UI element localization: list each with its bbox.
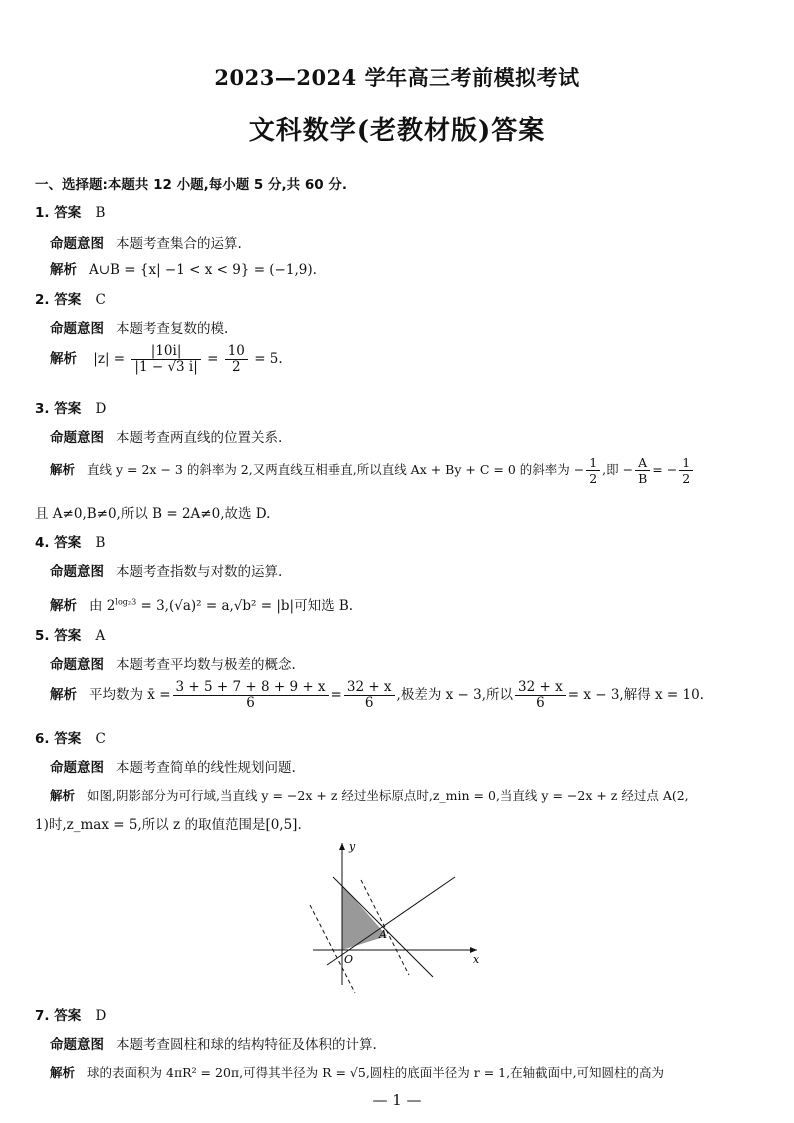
- q2-answer: C: [95, 292, 106, 308]
- q5-f-den: 6: [246, 695, 255, 711]
- q3-a1: 直线 y = 2x − 3 的斜率为 2,又两直线互相垂直,所以直线 Ax + By + C = 0 的斜率为 −: [87, 462, 585, 477]
- q4-intent: 本题考查指数与对数的运算.: [116, 564, 283, 580]
- q4-answer: B: [95, 535, 106, 551]
- q3-intent-line: [50, 426, 282, 446]
- q2-a-post: = 5.: [254, 351, 283, 367]
- q5-fraction-2: [344, 680, 395, 711]
- q3-fraction-1: [586, 455, 600, 486]
- q5-f-num: 3 + 5 + 7 + 8 + 9 + x: [173, 680, 329, 696]
- q5-analysis-label: 解析: [50, 687, 77, 703]
- q6-feasible-region-figure: [305, 835, 485, 995]
- q5-a-mid: ,极差为 x − 3,所以: [396, 687, 514, 703]
- q3-head: 3. 答案: [35, 401, 82, 417]
- q5-head: 5. 答案: [35, 628, 82, 644]
- q1-intent-label: 命题意图: [50, 236, 104, 252]
- q3-intent: 本题考查两直线的位置关系.: [116, 430, 283, 446]
- q3-a3: = −: [652, 462, 678, 477]
- q3-h-num: 1: [679, 455, 693, 471]
- q7-analysis: 球的表面积为 4πR² = 20π,可得其半径为 R = √5,圆柱的底面半径为 r = 1,在轴截面中,可知圆柱的高为: [87, 1065, 665, 1080]
- q4-answer-line: [35, 531, 105, 551]
- q1-analysis-line: [50, 258, 317, 278]
- q5-fraction-1: [173, 680, 329, 711]
- origin-label: O: [344, 953, 354, 966]
- q6-intent-line: [50, 756, 296, 776]
- q2-f1-num: |10i|: [131, 344, 200, 360]
- q3-analysis-line-2: 且 A≠0,B≠0,所以 B = 2A≠0,故选 D.: [35, 506, 271, 522]
- q6-answer-line: [35, 727, 106, 747]
- q7-intent: 本题考查圆柱和球的结构特征及体积的计算.: [116, 1037, 377, 1053]
- q5-intent-label: 命题意图: [50, 657, 104, 673]
- y-axis-arrow: [339, 843, 345, 850]
- q5-a-pre: 平均数为 x̄ =: [89, 687, 171, 703]
- q6-a-line1: 如图,阴影部分为可行域,当直线 y = −2x + z 经过坐标原点时,z_min = 0,当直线 y = −2x + z 经过点 A(2,: [87, 788, 689, 803]
- q7-answer: D: [95, 1008, 107, 1024]
- q2-f2-den: 2: [232, 359, 241, 375]
- q6-intent: 本题考查简单的线性规划问题.: [116, 760, 296, 776]
- q6-analysis-line: [50, 786, 689, 804]
- q5-eq: =: [330, 687, 342, 703]
- q1-answer-line: [35, 201, 105, 221]
- q3-g-den: B: [638, 471, 648, 486]
- q4-a-pre: 由 2: [89, 598, 116, 614]
- q2-f2-num: 10: [225, 344, 248, 360]
- q2-intent-label: 命题意图: [50, 321, 104, 337]
- q1-intent-line: [50, 232, 242, 252]
- q1-analysis: A∪B = {x| −1 < x < 9} = (−1,9).: [89, 262, 317, 278]
- q5-answer-line: [35, 624, 105, 644]
- q2-intent-line: [50, 317, 228, 337]
- section-heading: 一、选择题:本题共 12 小题,每小题 5 分,共 60 分.: [35, 177, 347, 193]
- page-number: — 1 —: [372, 1091, 422, 1109]
- q5-g-num: 32 + x: [344, 680, 395, 696]
- q1-answer: B: [95, 205, 106, 221]
- q4-a-post: = 3,(√a)² = a,√b² = |b|可知选 B.: [136, 598, 354, 614]
- q6-analysis-label: 解析: [50, 788, 76, 803]
- q6-intent-label: 命题意图: [50, 760, 104, 776]
- q2-fraction-2: [225, 344, 248, 375]
- q3-fraction-3: [679, 455, 693, 486]
- q5-h-num: 32 + x: [515, 680, 566, 696]
- q5-answer: A: [95, 628, 106, 644]
- q3-h-den: 2: [682, 471, 691, 486]
- q5-a-post: = x − 3,解得 x = 10.: [567, 687, 704, 703]
- x-axis-label: x: [473, 953, 480, 966]
- q2-answer-line: [35, 288, 106, 308]
- page-subtitle: 文科数学(老教材版)答案: [248, 116, 546, 146]
- q3-answer: D: [95, 401, 107, 417]
- q3-answer-line: [35, 397, 106, 417]
- q2-intent: 本题考查复数的模.: [116, 321, 229, 337]
- q3-f-num: 1: [586, 455, 600, 471]
- q2-f1-den: |1 − √3 i|: [134, 359, 198, 375]
- q2-analysis-line: [50, 344, 283, 375]
- q1-analysis-label: 解析: [50, 262, 77, 278]
- q3-a2: ,即 −: [602, 462, 634, 477]
- q1-head: 1. 答案: [35, 205, 82, 221]
- q2-eq: =: [207, 351, 219, 367]
- q4-intent-line: [50, 560, 282, 580]
- q5-h-den: 6: [536, 695, 545, 711]
- q2-a-pre: |z| =: [93, 351, 126, 367]
- q3-analysis-line: [50, 455, 695, 486]
- q7-analysis-label: 解析: [50, 1065, 76, 1080]
- q4-analysis-line: [50, 594, 353, 614]
- q5-intent: 本题考查平均数与极差的概念.: [116, 657, 296, 673]
- y-axis-label: y: [349, 840, 356, 853]
- q4-analysis-label: 解析: [50, 598, 77, 614]
- q4-intent-label: 命题意图: [50, 564, 104, 580]
- q6-analysis-line-2: 1)时,z_max = 5,所以 z 的取值范围是[0,5].: [35, 817, 302, 833]
- q7-analysis-line: [50, 1063, 664, 1081]
- q7-intent-label: 命题意图: [50, 1037, 104, 1053]
- q5-intent-line: [50, 653, 296, 673]
- q2-fraction-1: [131, 344, 200, 375]
- q3-intent-label: 命题意图: [50, 430, 104, 446]
- q7-answer-line: [35, 1004, 106, 1024]
- q1-intent: 本题考查集合的运算.: [116, 236, 242, 252]
- q6-head: 6. 答案: [35, 731, 82, 747]
- q7-head: 7. 答案: [35, 1008, 82, 1024]
- q3-g-num: A: [635, 455, 650, 471]
- q4-head: 4. 答案: [35, 535, 82, 551]
- q5-analysis-line: [50, 680, 704, 711]
- q3-f-den: 2: [589, 471, 598, 486]
- q4-a-sup: log₂3: [115, 597, 137, 607]
- q7-intent-line: [50, 1033, 377, 1053]
- q3-fraction-2: [635, 455, 650, 486]
- point-a-label: A: [379, 928, 387, 941]
- q2-analysis-label: 解析: [50, 351, 77, 367]
- q2-head: 2. 答案: [35, 292, 82, 308]
- q6-answer: C: [95, 731, 106, 747]
- q3-analysis-label: 解析: [50, 462, 76, 477]
- page-title: 2023—2024 学年高三考前模拟考试: [214, 65, 580, 90]
- q5-g-den: 6: [364, 695, 374, 711]
- q5-fraction-3: [515, 680, 566, 711]
